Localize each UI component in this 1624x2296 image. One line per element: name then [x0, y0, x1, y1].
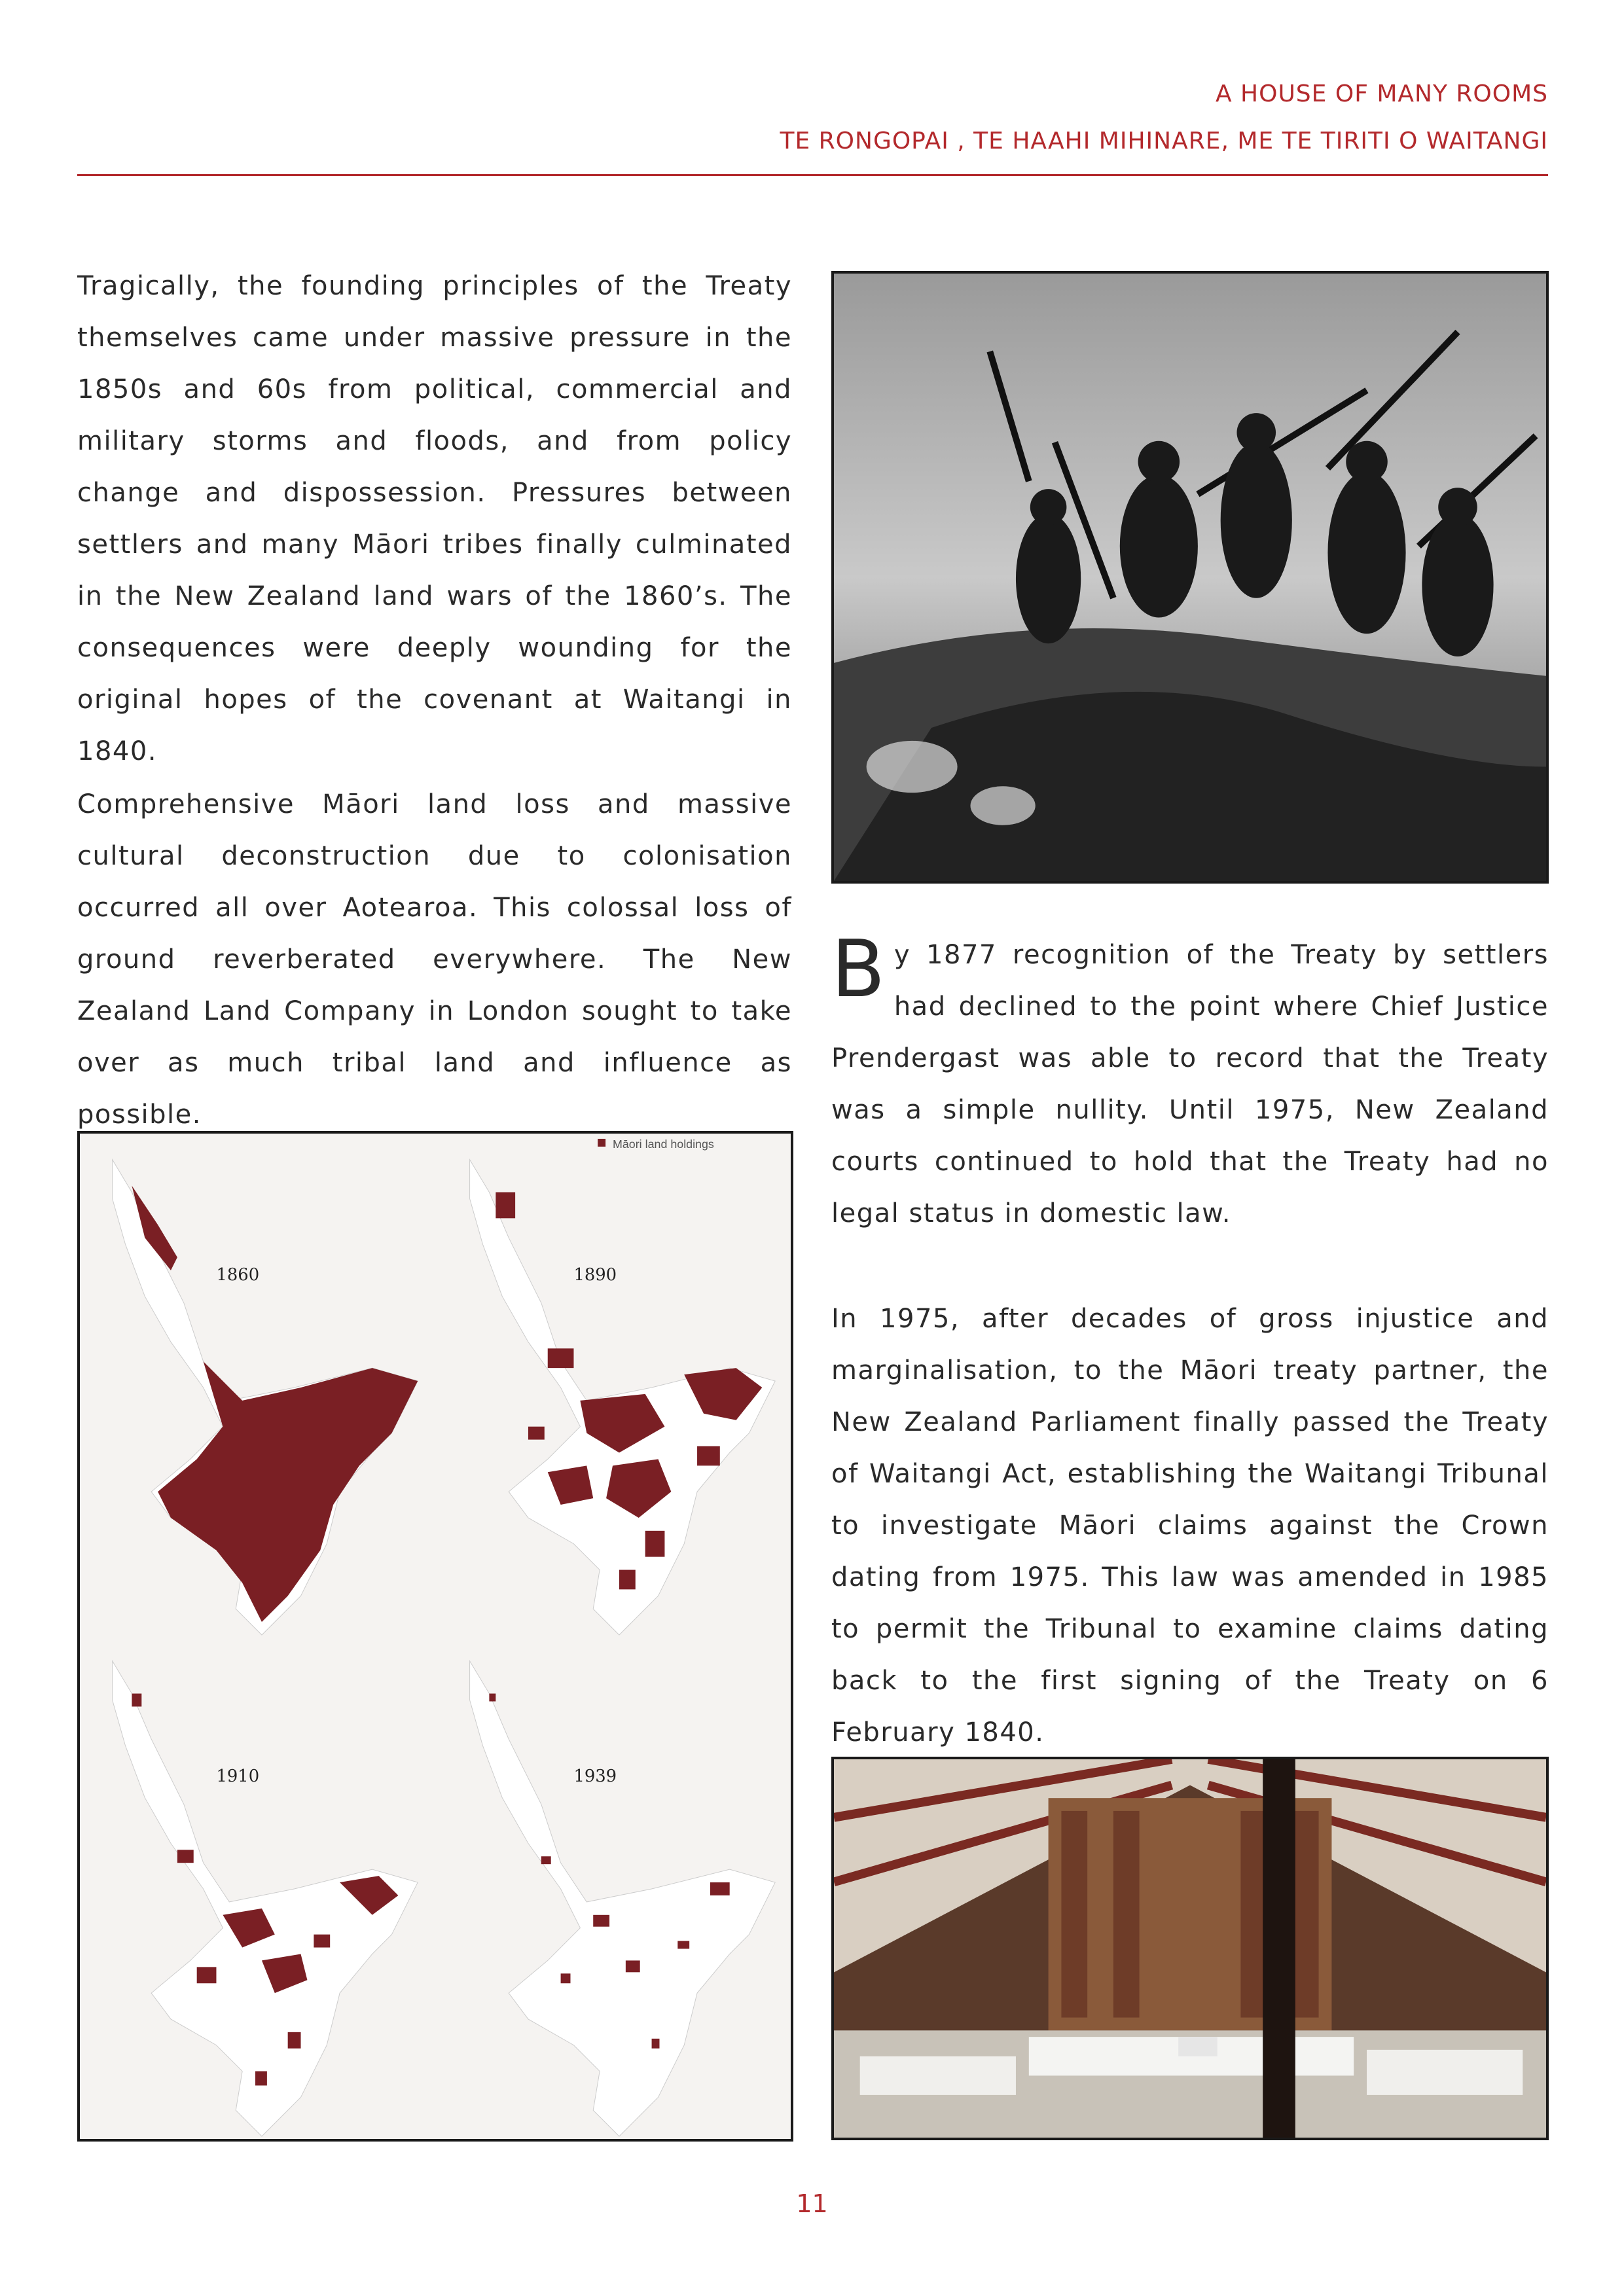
year-label-1890: 1890: [573, 1265, 617, 1285]
drop-cap: B: [831, 924, 886, 1015]
left-paragraph-1: Tragically, the founding principles of the Treaty themselves came under massive pressure in the 1850s and 60s from political, commercial and military storms and floods, and from policy change and dispossession. Pressures between settlers and many Māori tribes finally culminated in the New Zealand land wars of the 1860’s. The consequences were deeply wounding for the original hopes of the covenant at Waitangi in 1840.: [77, 271, 792, 766]
right-paragraph-2: In 1975, after decades of gross injustice and marginalisation, to the Māori treaty partner, the New Zealand Parliament finally passed the Treaty of Waitangi Act, establishing the Waitangi Tribunal to investigate Māori claims against the Crown dating from 1975. This law was amended in 1985 to permit the Tribunal to examine claims dating back to the first signing of the Treaty on 6 February 1840.: [831, 1304, 1549, 1748]
header-title: A HOUSE OF MANY ROOMS: [1215, 81, 1548, 107]
header-rule: [77, 174, 1548, 176]
land-holdings-map: [77, 1131, 793, 2142]
engraving-illustration: [834, 274, 1546, 881]
year-label-1860: 1860: [216, 1265, 260, 1285]
year-label-1939: 1939: [573, 1766, 617, 1786]
land-wars-engraving: [831, 271, 1549, 884]
header-subtitle: TE RONGOPAI , TE HAAHI MIHINARE, ME TE TIRITI O WAITANGI: [780, 128, 1548, 154]
right-paragraph-1: [831, 924, 1549, 1240]
map-graphic: [80, 1134, 791, 2139]
left-paragraph-2: Comprehensive Māori land loss and massive cultural deconstruction due to colonisation occurred all over Aotearoa. This colossal loss of ground reverberated everywhere. The New Zealand Land Company in London sought to take over as much tribal land and influence as possible.: [77, 789, 792, 1130]
page-number: 11: [796, 2189, 828, 2218]
year-label-1910: 1910: [216, 1766, 260, 1786]
running-header: [780, 71, 1548, 165]
right-paragraph-1-text: y 1877 recognition of the Treaty by settlers had declined to the point where Chief Justice Prendergast was able to record that the Treaty was a simple nullity. Until 1975, New Zealand courts continued to hold that the Treaty had no legal status in domestic law.: [831, 940, 1549, 1229]
meeting-house-illustration: [834, 1759, 1546, 2138]
legend-label: Māori land holdings: [613, 1137, 714, 1151]
legend-swatch: [598, 1139, 605, 1147]
waitangi-tribunal-photo: [831, 1757, 1549, 2140]
